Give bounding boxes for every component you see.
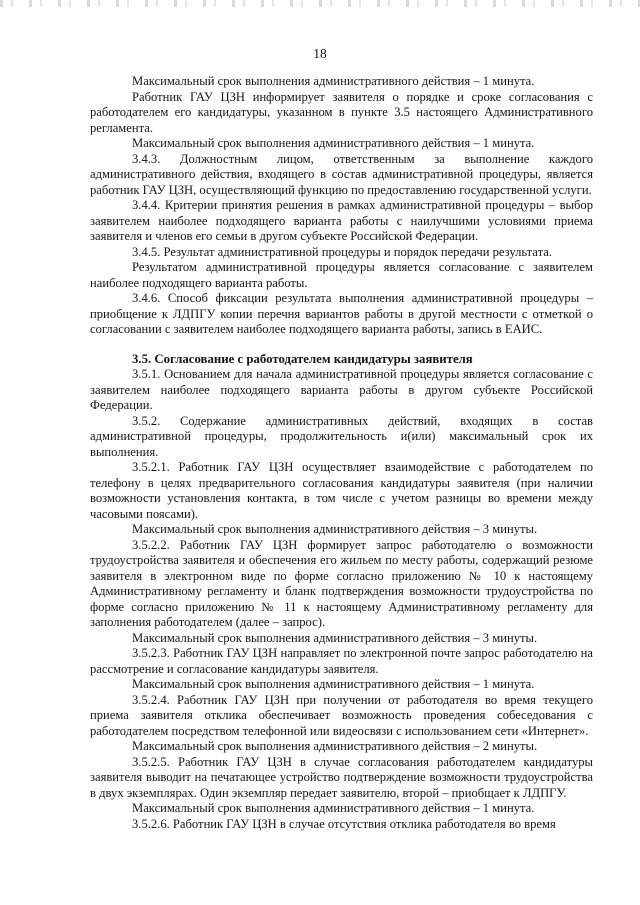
- paragraph: 3.4.5. Результат административной процедуры и порядок передачи результата.: [132, 244, 552, 259]
- paragraph: Максимальный срок выполнения административного действия – 1 минута.: [132, 74, 535, 88]
- paragraph: 3.4.3. Должностным лицом, ответственным за выполнение каждого административного действия, входящего в состав административной процедуры, является работник ГАУ ЦЗН, осуществляющий функцию по предоставлению государственной услуги.: [90, 151, 593, 197]
- paragraph: 3.5.2.2. Работник ГАУ ЦЗН формирует запрос работодателю о возможности трудоустройства заявителя и обеспечения его жильем по месту работы, содержащий резюме заявителя в электронном виде по форме согласно приложению № 10 к настоящему Административному регламенту и бланк подтверждения возможности трудоустройства по форме согласно приложению № 11 к настоящему Административному регламенту для заполнения работодателем (далее – запрос).: [90, 537, 593, 629]
- section-heading: 3.5. Согласование с работодателем кандидатуры заявителя: [132, 351, 473, 366]
- paragraph: Работник ГАУ ЦЗН информирует заявителя о порядке и сроке согласования с работодателем его кандидатуры, указанном в пункте 3.5 настоящего Административного регламента.: [90, 89, 593, 135]
- paragraph: 3.5.2.3. Работник ГАУ ЦЗН направляет по электронной почте запрос работодателю на рассмотрение и согласование кандидатуры заявителя.: [90, 646, 593, 676]
- paragraph: Максимальный срок выполнения административного действия – 3 минуты.: [132, 630, 538, 645]
- document-body: [90, 74, 593, 832]
- paragraph: Максимальный срок выполнения административного действия – 2 минуты.: [132, 739, 538, 753]
- paragraph: Максимальный срок выполнения административного действия – 1 минута.: [132, 136, 535, 150]
- paragraph: Максимальный срок выполнения административного действия – 1 минута.: [132, 677, 535, 691]
- paragraph: 3.4.6. Способ фиксации результата выполнения административной процедуры – приобщение к ЛДПГУ копии перечня вариантов работы в другой местности с отметкой о согласовании с заявителем наиболее подходящего варианта работы, запись в ЕАИС.: [90, 291, 593, 336]
- paragraph: 3.5.1. Основанием для начала административной процедуры является согласование с заявителем наиболее подходящего варианта работы в другом субъекте Российской Федерации.: [90, 367, 593, 412]
- paragraph: Результатом административной процедуры является согласование с заявителем наиболее подходящего варианта работы.: [90, 260, 593, 290]
- paragraph: 3.5.2.5. Работник ГАУ ЦЗН в случае согласования работодателем кандидатуры заявителя выводит на печатающее устройство подтверждение возможности трудоустройства в двух экземплярах. Один экземпляр передает заявителю, второй – приобщает к ЛДПГУ.: [90, 754, 593, 800]
- paragraph: 3.4.4. Критерии принятия решения в рамках административной процедуры – выбор заявителем наиболее подходящего варианта работы с наилучшими условиями приема заявителя и членов его семьи в другом субъекте Российской Федерации.: [90, 198, 593, 243]
- page-number: 18: [313, 46, 327, 61]
- paragraph: 3.5.2.1. Работник ГАУ ЦЗН осуществляет взаимодействие с работодателем по телефону в целях предварительного согласования кандидатуры заявителя (при наличии возможности установления контакта, в том числе с учетом разницы во времени между часовыми поясами).: [90, 460, 593, 521]
- paragraph: 3.5.2. Содержание административных действий, входящих в состав административной процедуры, продолжительность и(или) максимальный срок их выполнения.: [90, 413, 593, 459]
- scan-edge-artifact: [0, 0, 640, 7]
- paragraph: Максимальный срок выполнения административного действия – 1 минута.: [132, 801, 535, 815]
- paragraph: Максимальный срок выполнения административного действия – 3 минуты.: [132, 522, 538, 536]
- paragraph: 3.5.2.4. Работник ГАУ ЦЗН при получении от работодателя во время текущего приема заявителя отклика обеспечивает возможность проведения собеседования с работодателем посредством телефонной или видеосвязи с использованием сети «Интернет».: [90, 692, 593, 738]
- paragraph: 3.5.2.6. Работник ГАУ ЦЗН в случае отсутствия отклика работодателя во время: [132, 816, 556, 831]
